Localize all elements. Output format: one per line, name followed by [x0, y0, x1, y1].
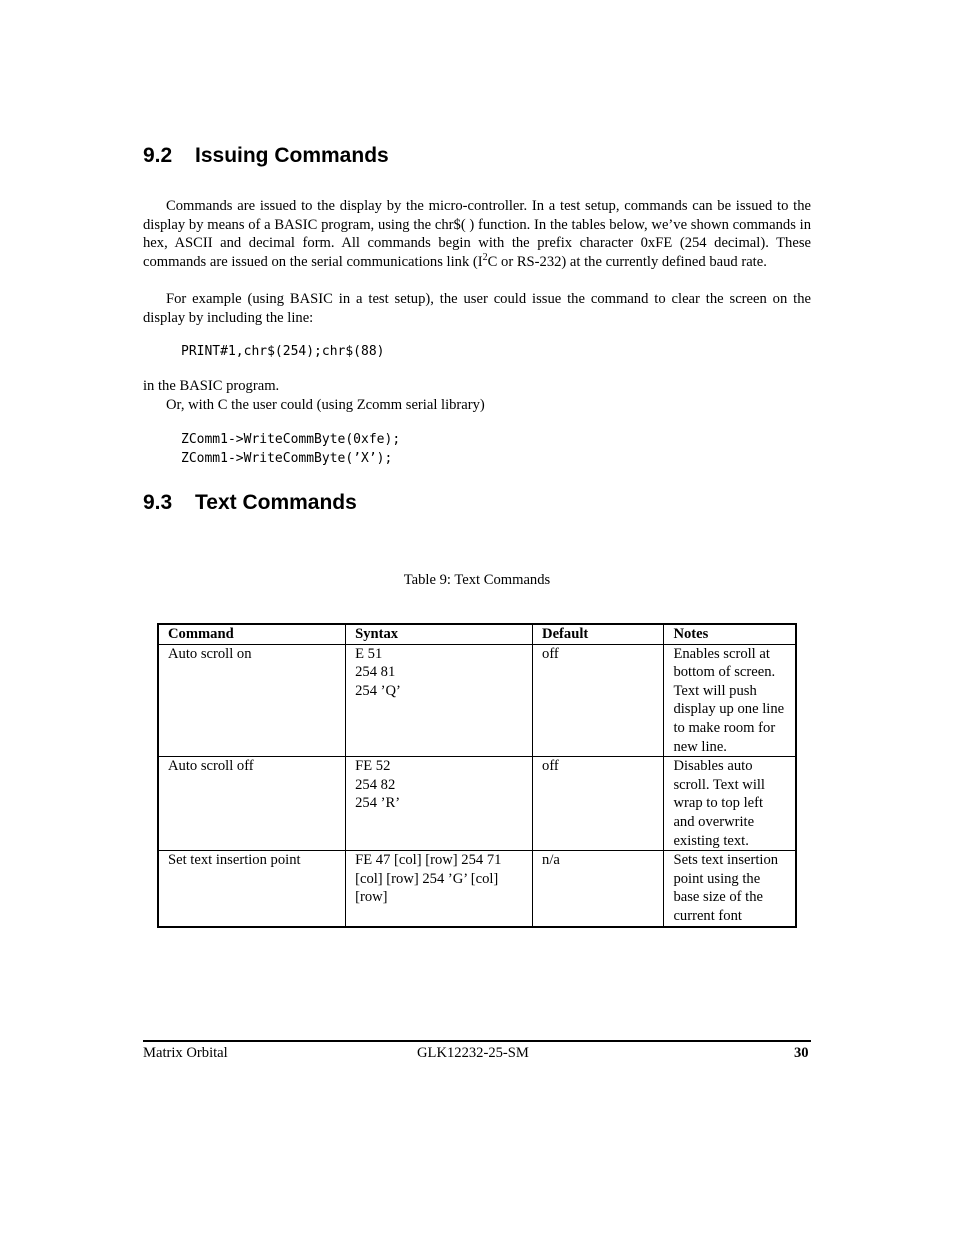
page-number: 30 — [794, 1045, 809, 1061]
footer-rule — [143, 1040, 811, 1042]
text-commands-table — [157, 623, 797, 928]
section-title: Text Commands — [195, 491, 357, 514]
footer-left: Matrix Orbital — [143, 1045, 228, 1061]
paragraph-basic-example: For example (using BASIC in a test setup), the user could issue the command to clear the screen on the display by including the line: — [143, 291, 811, 326]
cell-default: off — [533, 757, 664, 851]
paragraph-in-basic: in the BASIC program. — [143, 378, 280, 394]
section-heading-9-3 — [143, 491, 357, 515]
cell-notes: Sets text insertion point using the base size of the current font — [664, 851, 796, 927]
cell-command: Auto scroll on — [158, 644, 346, 757]
paragraph-commands-issued: Commands are issued to the display by the micro-controller. In a test setup, commands can be issued to the display by means of a BASIC program, using the chr$( ) function. In the tables below, we’ve shown commands in hex, ASCII and decimal form. All commands begin with the prefix character 0xFE (254 decimal). These commands are issued on the serial communications link ($I^2C$ or RS-232) at the currently defined baud rate. — [143, 198, 811, 270]
code-basic-line: PRINT#1,chr$(254);chr$(88) — [181, 344, 385, 359]
section-heading-9-2 — [143, 144, 389, 168]
table-row — [158, 644, 796, 757]
header-default: Default — [533, 624, 664, 644]
cell-default: off — [533, 644, 664, 757]
code-c-line-1: ZComm1->WriteCommByte(0xfe); — [181, 432, 401, 447]
header-syntax: Syntax — [346, 624, 533, 644]
section-number: 9.3 — [143, 491, 173, 514]
footer-center: GLK12232-25-SM — [417, 1045, 529, 1061]
paragraph-c-example: Or, with C the user could (using Zcomm serial library) — [166, 397, 485, 413]
section-number: 9.2 — [143, 144, 173, 167]
cell-default: n/a — [533, 851, 664, 927]
table-header-row — [158, 624, 796, 644]
header-notes: Notes — [664, 624, 796, 644]
table-row — [158, 851, 796, 927]
cell-syntax: FE 47 [col] [row] 254 71 [col] [row] 254 ’G’ [col] [row] — [346, 851, 533, 927]
cell-command: Auto scroll off — [158, 757, 346, 851]
cell-notes: Disables auto scroll. Text will wrap to top left and overwrite existing text. — [664, 757, 796, 851]
header-command: Command — [158, 624, 346, 644]
cell-syntax: FE 52 254 82 254 ’R’ — [346, 757, 533, 851]
cell-command: Set text insertion point — [158, 851, 346, 927]
table-caption: Table 9: Text Commands — [403, 572, 551, 588]
section-title: Issuing Commands — [195, 144, 389, 167]
cell-notes: Enables scroll at bottom of screen. Text will push display up one line to make room for new line. — [664, 644, 796, 757]
cell-syntax: E 51 254 81 254 ’Q’ — [346, 644, 533, 757]
code-c-line-2: ZComm1->WriteCommByte(’X’); — [181, 451, 393, 466]
table-row — [158, 757, 796, 851]
